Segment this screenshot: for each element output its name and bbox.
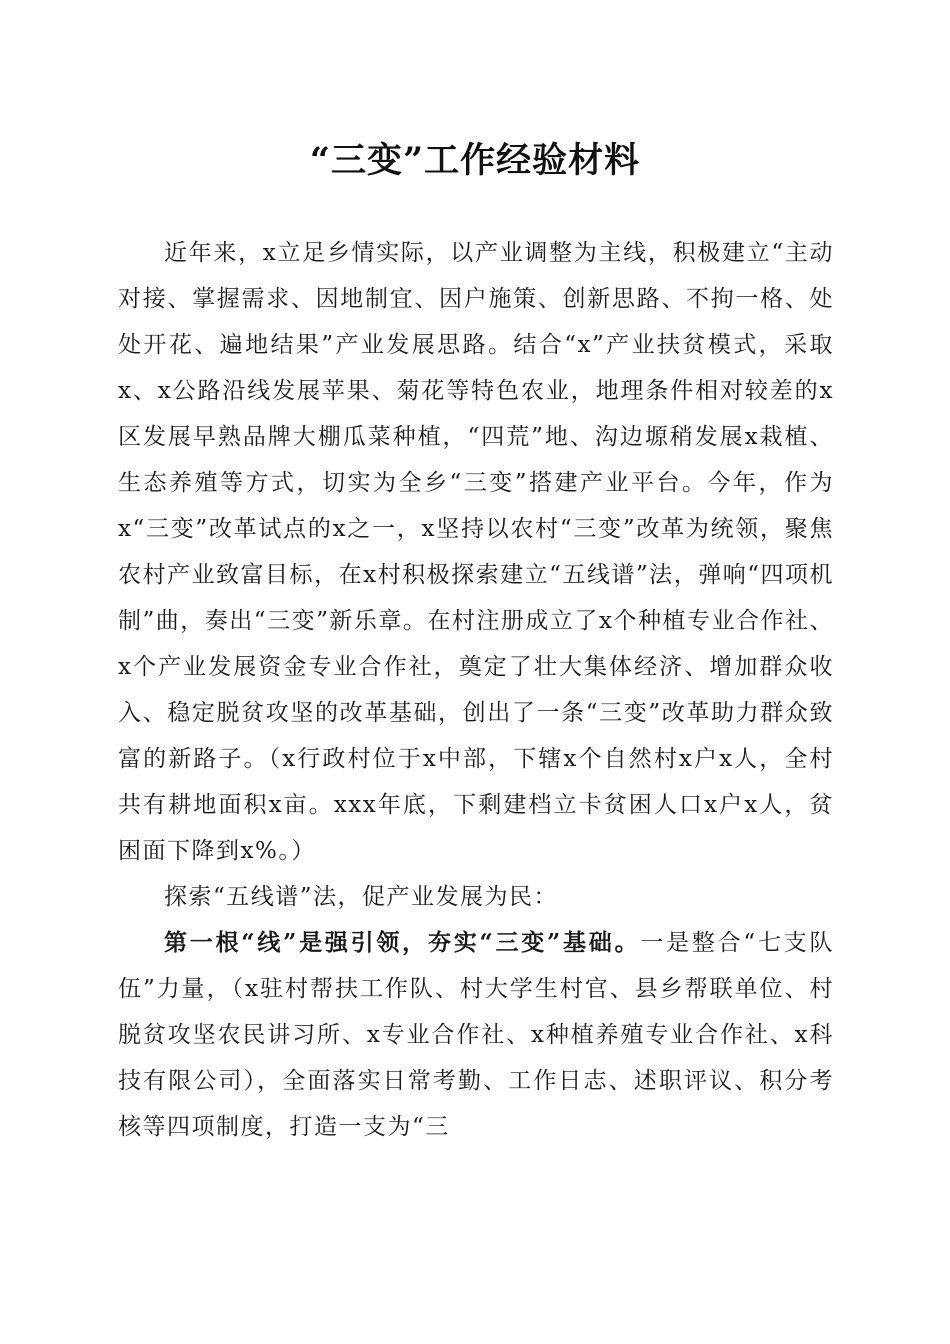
first-line-text: 一是整合“七支队伍”力量，（x驻村帮扶工作队、村大学生村官、县乡帮联单位、村脱贫攻坚农民讲习所、x专业合作社、x种植养殖专业合作社、x科技有限公司），全面落实日常考勤、工作日志、述职评议、积分考核等四项制度，打造一支为“三: [118, 930, 834, 1140]
section-heading: 探索“五线谱”法，促产业发展为民：: [164, 884, 559, 910]
document-title: “三变”工作经验材料: [309, 140, 641, 181]
first-line-lead: 第一根“线”是强引领，夯实“三变”基础。: [164, 929, 641, 956]
intro-paragraph: 近年来，x立足乡情实际，以产业调整为主线，积极建立“主动对接、掌握需求、因地制宜、因户施策、创新思路、不拘一格、处处开花、遍地结果”产业发展思路。结合“x”产业扶贫模式，采取x、x公路沿线发展苹果、菊花等特色农业，地理条件相对较差的x区发展早熟品牌大棚瓜菜种植，“四荒”地、沟边塬稍发展x栽植、生态养殖等方式，切实为全乡“三变”搭建产业平台。今年，作为x“三变”改革试点的x之一，x坚持以农村“三变”改革为统领，聚焦农村产业致富目标，在x村积极探索建立“五线谱”法，弹响“四项机制”曲，奏出“三变”新乐章。在村注册成立了x个种植专业合作社、x个产业发展资金专业合作社，奠定了壮大集体经济、增加群众收入、稳定脱贫攻坚的改革基础，创出了一条“三变”改革助力群众致富的新路子。（x行政村位于x中部，下辖x个自然村x户x人，全村共有耕地面积x亩。xxx年底，下剩建档立卡贫困人口x户x人，贫困面下降到x%。）: [118, 240, 834, 864]
first-line-paragraph: [118, 920, 834, 1150]
document-body: [118, 230, 834, 1150]
